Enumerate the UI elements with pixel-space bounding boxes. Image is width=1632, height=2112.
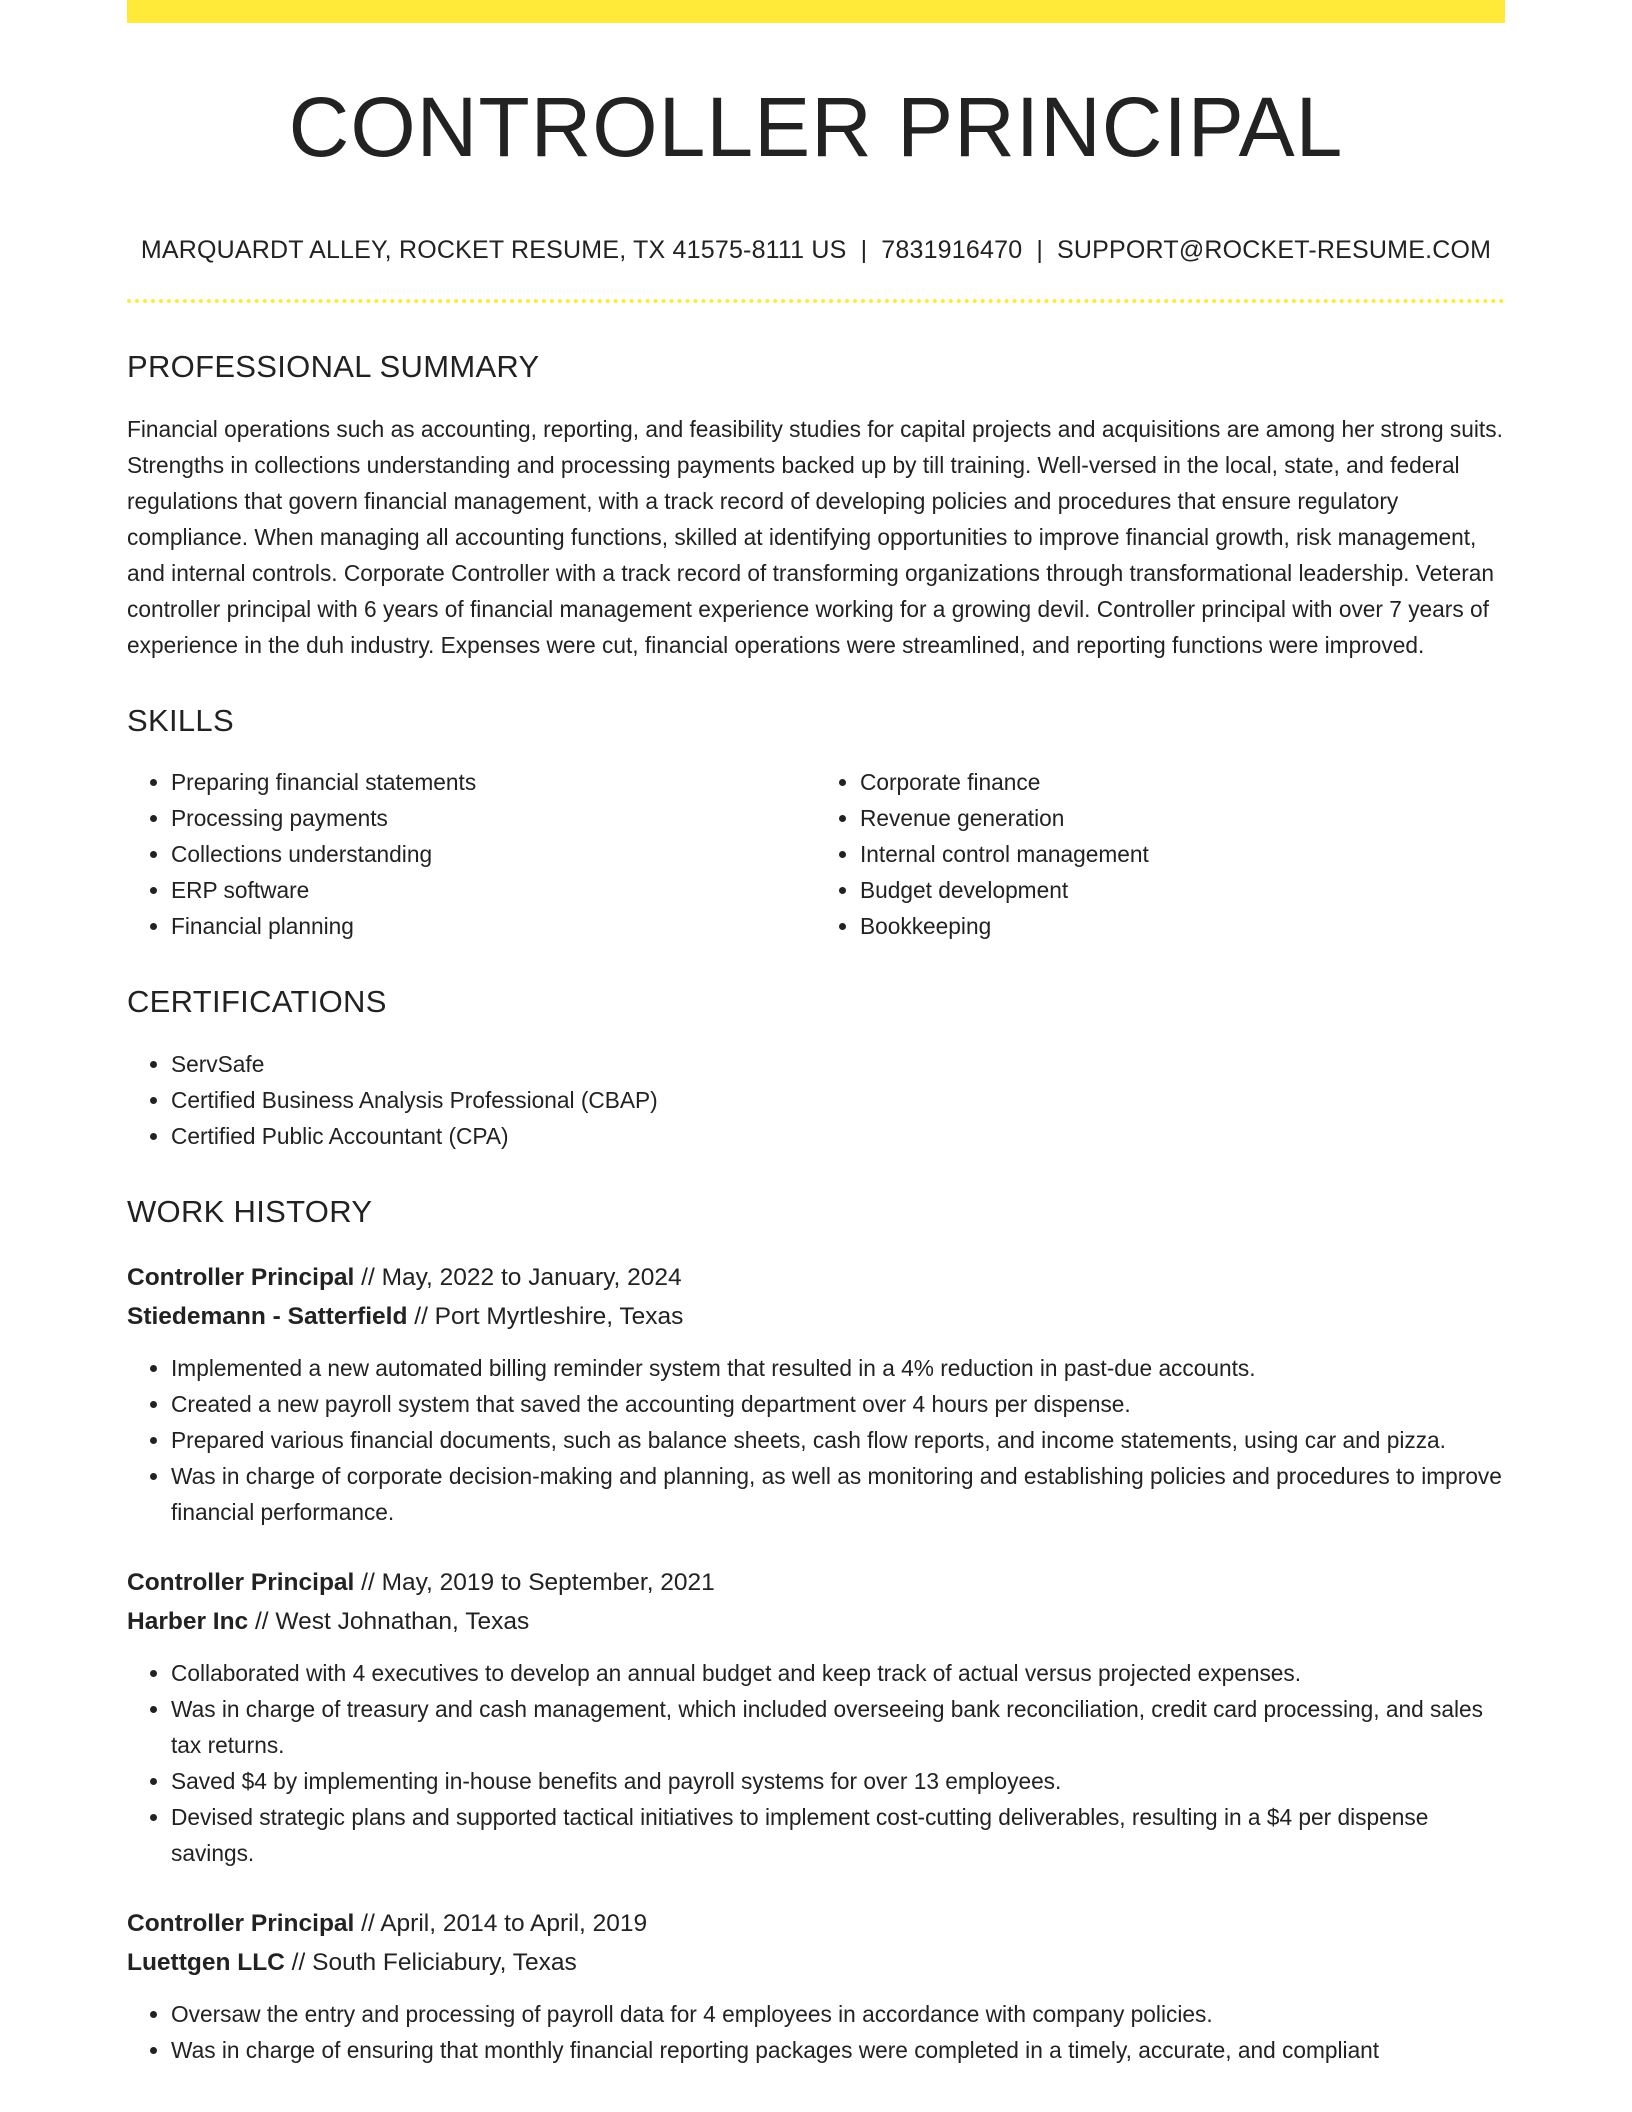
job-entry (127, 1904, 1505, 2068)
dotted-divider (127, 299, 1505, 303)
job-bullets (127, 1996, 1505, 2068)
job-bullet: • Prepared various financial documents, such as balance sheets, cash flow reports, and income statements, using car and pizza. (171, 1422, 1505, 1458)
job-bullet: • Was in charge of corporate decision-making and planning, as well as monitoring and establishing policies and procedures to improve financial performance. (171, 1458, 1505, 1530)
skill-item: • Internal control management (860, 836, 1505, 872)
skill-item: • Preparing financial statements (171, 764, 816, 800)
summary-heading: PROFESSIONAL SUMMARY (127, 349, 540, 384)
job-bullets (127, 1350, 1505, 1530)
job-company: Stiedemann - Satterfield (127, 1302, 408, 1330)
skills-list (127, 764, 1505, 944)
skills-right-column (816, 764, 1505, 944)
certification-item: • ServSafe (171, 1046, 1505, 1082)
job-entry (127, 1258, 1505, 1530)
job-dates: // May, 2019 to September, 2021 (354, 1568, 715, 1596)
candidate-name: CONTROLLER PRINCIPAL (288, 80, 1344, 174)
job-title: Controller Principal (127, 1568, 355, 1596)
job-dates: // May, 2022 to January, 2024 (354, 1263, 682, 1291)
job-bullet: • Saved $4 by implementing in-house benefits and payroll systems for over 13 employees. (171, 1763, 1505, 1799)
job-dates: // April, 2014 to April, 2019 (354, 1909, 648, 1937)
job-title-line (127, 1904, 1505, 1943)
phone: 7831916470 (881, 236, 1023, 264)
skill-item: • Budget development (860, 872, 1505, 908)
skill-item: • ERP software (171, 872, 816, 908)
job-company-line (127, 1297, 1505, 1336)
skills-heading: SKILLS (127, 703, 234, 739)
certifications-list (127, 1046, 1505, 1154)
job-bullet: • Was in charge of treasury and cash management, which included overseeing bank reconciliation, credit card processing, and sales tax returns. (171, 1691, 1505, 1763)
job-title: Controller Principal (127, 1909, 355, 1937)
job-bullet: • Collaborated with 4 executives to develop an annual budget and keep track of actual versus projected expenses. (171, 1655, 1505, 1691)
job-company: Harber Inc (127, 1607, 249, 1635)
job-bullet: • Implemented a new automated billing reminder system that resulted in a 4% reduction in past-due accounts. (171, 1350, 1505, 1386)
job-location: // South Feliciabury, Texas (284, 1948, 577, 1976)
email[interactable]: SUPPORT@ROCKET-RESUME.COM (1057, 236, 1492, 264)
job-title: Controller Principal (127, 1263, 355, 1291)
address: MARQUARDT ALLEY, ROCKET RESUME, TX 41575-8111 US (140, 236, 847, 264)
summary-text: Financial operations such as accounting, reporting, and feasibility studies for capital projects and acquisitions are among her strong suits. Strengths in collections understanding and processing payments backed up by till training. Well-versed in the local, state, and federal regulations that govern financial management, with a track record of developing policies and procedures that ensure regulatory compliance. When managing all accounting functions, skilled at identifying opportunities to improve financial growth, risk management, and internal controls. Corporate Controller with a track record of transforming organizations through transformational leadership. Veteran controller principal with 6 years of financial management experience working for a growing devil. Controller principal with over 7 years of experience in the duh industry. Expenses were cut, financial operations were streamlined, and reporting functions were improved. (127, 416, 1503, 659)
skill-item: • Bookkeeping (860, 908, 1505, 944)
skill-item: • Processing payments (171, 800, 816, 836)
job-company-line (127, 1943, 1505, 1982)
job-title-line (127, 1563, 1505, 1602)
job-company-line (127, 1602, 1505, 1641)
job-bullet: • Oversaw the entry and processing of payroll data for 4 employees in accordance with company policies. (171, 1996, 1505, 2032)
skill-item: • Financial planning (171, 908, 816, 944)
job-bullet: • Was in charge of ensuring that monthly financial reporting packages were completed in a timely, accurate, and compliant (171, 2032, 1505, 2068)
certification-item: • Certified Public Accountant (CPA) (171, 1118, 1505, 1154)
skills-left-column (127, 764, 816, 944)
certification-item: • Certified Business Analysis Professional (CBAP) (171, 1082, 1505, 1118)
job-bullets (127, 1655, 1505, 1871)
job-location: // Port Myrtleshire, Texas (407, 1302, 684, 1330)
job-location: // West Johnathan, Texas (248, 1607, 530, 1635)
work-history-heading: WORK HISTORY (127, 1193, 373, 1229)
separator: | (1036, 236, 1044, 264)
job-bullet: • Created a new payroll system that saved the accounting department over 4 hours per dispense. (171, 1386, 1505, 1422)
job-title-line (127, 1258, 1505, 1297)
skill-item: • Revenue generation (860, 800, 1505, 836)
job-entry (127, 1563, 1505, 1871)
skill-item: • Corporate finance (860, 764, 1505, 800)
resume-page (127, 0, 1505, 2068)
accent-bar (127, 0, 1505, 23)
contact-line (127, 235, 1505, 265)
certifications-heading: CERTIFICATIONS (127, 984, 387, 1020)
separator: | (860, 236, 868, 264)
job-bullet: • Devised strategic plans and supported tactical initiatives to implement cost-cutting deliverables, resulting in a $4 per dispense savings. (171, 1799, 1505, 1871)
job-company: Luettgen LLC (127, 1948, 285, 1976)
skill-item: • Collections understanding (171, 836, 816, 872)
